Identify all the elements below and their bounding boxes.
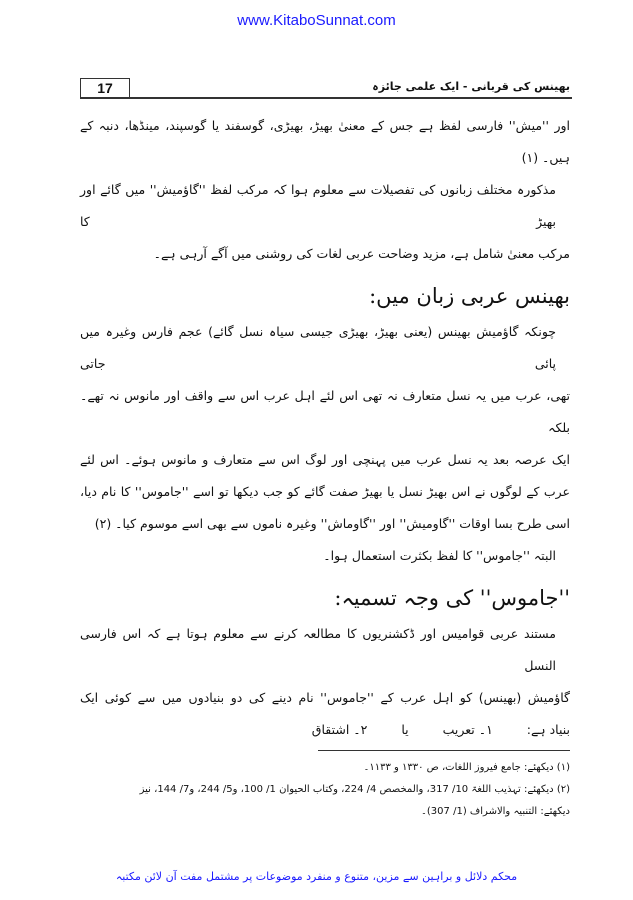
section-heading: ''جاموس'' کی وجہ تسمیہ: [334, 586, 570, 610]
footer-tagline[interactable]: محکم دلائل و براہین سے مزین، متنوع و منفرد موضوعات پر مشتمل مفت آن لائن مکتبہ [115, 870, 518, 883]
body-line: گاؤمیش (بھینس) کو اہل عرب کے ''جاموس'' نام دینے کی دو بنیادوں میں سے کوئی ایک [80, 690, 570, 705]
body-line: اور ''میش'' فارسی لفظ ہے جس کے معنیٰ بھیڑ، بھیڑی، گوسفند یا گوسپند، مینڈھا، دنبہ کے [80, 118, 570, 133]
basis-or: یا [401, 722, 409, 737]
header-rule [80, 97, 572, 99]
section-heading: بھینس عربی زبان میں: [369, 284, 570, 308]
body-line: البتہ ''جاموس'' کا لفظ بکثرت استعمال ہوا۔ [323, 548, 556, 563]
body-line: عرب کے لوگوں نے اس بھیڑ نسل یا بھیڑ صفت گائے کو جب دیکھا تو اسے ''جاموس'' کا نام دیا، [80, 484, 570, 499]
body-line: ہیں۔ (۱) [521, 150, 570, 165]
footnotes [80, 750, 570, 823]
site-link[interactable]: www.KitaboSunnat.com [237, 12, 396, 29]
body-line: تھی، عرب میں یہ نسل متعارف نہ تھی اس لئے اہل عرب اس سے واقف اور مانوس نہ تھے۔ بلکہ [80, 388, 570, 435]
basis-option-1: ۱۔ تعریب [442, 722, 493, 737]
body-line: مذکورہ مختلف زبانوں کی تفصیلات سے معلوم ہوا کہ مرکب لفظ ''گاؤمیش'' میں گائے اور بھیڑ کا [80, 182, 556, 229]
body-line: مرکب معنیٰ شامل ہے، مزید وضاحت عربی لغات کی روشنی میں آگے آرہی ہے۔ [153, 246, 570, 261]
running-title: بھینس کی قربانی - ایک علمی جائزہ [372, 80, 570, 93]
page-number: 17 [80, 78, 130, 98]
footnote-rule [318, 750, 570, 751]
basis-line [80, 714, 570, 746]
body-line: ایک عرصہ بعد یہ نسل عرب میں پہنچی اور لوگ اس سے متعارف و مانوس ہوئے۔ اس لئے [80, 452, 570, 467]
page-body [80, 110, 570, 823]
footnote: دیکھئے: التنبیہ والاشراف (1/ 307)۔ [421, 806, 570, 817]
footnote: (۲) دیکھئے: تہذیب اللغۃ 10/ 317، والمخصص 4/ 224، وکتاب الحیوان 1/ 100، و5/ 244، و7/ 144، نیز [139, 784, 570, 795]
body-line: چونکہ گاؤمیش بھینس (یعنی بھیڑ، بھیڑی جیسی سیاہ نسل گائے) عجم فارس وغیرہ میں پائی جاتی [80, 324, 556, 371]
body-line: اسی طرح بسا اوقات ''گاومیش'' اور ''گاوماش'' وغیرہ ناموں سے بھی اسے موسوم کیا۔ (۲) [94, 516, 570, 531]
body-line: مستند عربی قوامیس اور ڈکشنریوں کا مطالعہ کرنے سے معلوم ہوتا ہے کہ اس فارسی النسل [80, 626, 556, 673]
basis-option-2: ۲۔ اشتقاق [311, 722, 368, 737]
footnote: (۱) دیکھئے: جامع فیروز اللغات، ص ۱۳۳۰ و ۱۱۳۳۔ [363, 762, 570, 773]
basis-label: بنیاد ہے: [526, 722, 570, 737]
